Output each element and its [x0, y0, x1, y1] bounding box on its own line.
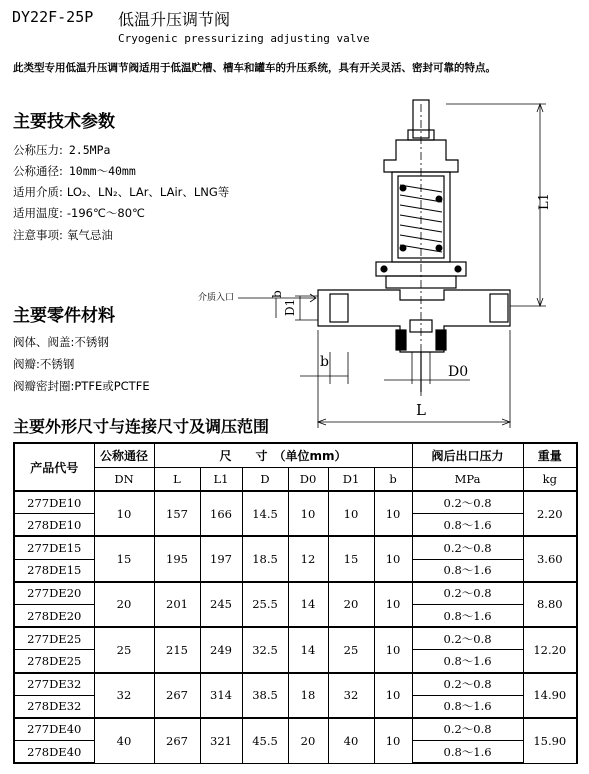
valve-body [318, 290, 510, 392]
cell-weight: 3.60 [523, 536, 577, 581]
cell-code: 277DE40 [14, 718, 94, 741]
param-value: -196℃～80℃ [66, 206, 145, 220]
inlet-label: 介质入口 [198, 293, 235, 303]
cell-pressure: 0.8～1.6 [412, 695, 523, 718]
cell-D1: 40 [328, 718, 374, 763]
part-seal [13, 378, 150, 394]
cell-code: 278DE10 [14, 514, 94, 537]
cell-code: 278DE15 [14, 559, 94, 582]
table-row [14, 536, 577, 559]
cell-D1: 15 [328, 536, 374, 581]
table-row [14, 491, 577, 514]
part-label: 阀瓣: [13, 357, 40, 371]
cell-D: 14.5 [242, 491, 288, 536]
cell-L: 267 [154, 673, 200, 718]
table-row [14, 718, 577, 741]
parts-heading: 主要零件材料 [13, 306, 115, 326]
cell-b: 10 [374, 718, 412, 763]
param-temperature [13, 205, 145, 221]
param-value: LO₂、LN₂、LAr、LAir、LNG等 [66, 185, 230, 199]
header-code: 产品代号 [14, 443, 94, 491]
cell-weight: 12.20 [523, 627, 577, 672]
model-code: DY22F-25P [12, 8, 94, 26]
spec-table [13, 442, 578, 764]
cell-DN: 32 [94, 673, 154, 718]
part-value: PTFE或PCTFE [74, 379, 150, 393]
cell-L1: 166 [200, 491, 242, 536]
cell-b: 10 [374, 673, 412, 718]
param-label: 适用介质: [13, 185, 63, 199]
cell-pressure: 0.8～1.6 [412, 741, 523, 764]
header-kg: kg [523, 467, 577, 491]
table-row [14, 627, 577, 650]
header-dn-cn: 公称通径 [94, 443, 154, 467]
part-value: 不锈钢 [74, 335, 109, 349]
cell-b: 10 [374, 536, 412, 581]
dim-L1-label: L1 [537, 193, 552, 210]
part-disc [13, 356, 74, 372]
cell-weight: 8.80 [523, 582, 577, 627]
cell-D0: 12 [288, 536, 328, 581]
table-row [14, 582, 577, 605]
cell-L: 267 [154, 718, 200, 763]
cell-code: 277DE20 [14, 582, 94, 605]
cell-D0: 20 [288, 718, 328, 763]
cell-pressure: 0.2～0.8 [412, 718, 523, 741]
dim-D1-label: D1 [283, 298, 297, 316]
cell-pressure: 0.2～0.8 [412, 536, 523, 559]
header-b: b [374, 467, 412, 491]
cell-code: 278DE20 [14, 604, 94, 627]
cell-L1: 321 [200, 718, 242, 763]
table-heading: 主要外形尺寸与连接尺寸及调压范围 [13, 417, 270, 436]
part-value: 不锈钢 [39, 357, 75, 371]
header-D: D [242, 467, 288, 491]
param-notice [13, 227, 113, 243]
cell-pressure: 0.2～0.8 [412, 582, 523, 605]
cell-D1: 20 [328, 582, 374, 627]
cell-D1: 10 [328, 491, 374, 536]
cell-D1: 25 [328, 627, 374, 672]
title-chinese: 低温升压调节阀 [118, 10, 231, 29]
cell-pressure: 0.2～0.8 [412, 673, 523, 696]
cell-L1: 314 [200, 673, 242, 718]
cell-code: 278DE40 [14, 741, 94, 764]
param-pressure [13, 142, 110, 158]
param-value: 10mm～40mm [68, 164, 136, 178]
part-label: 阀体、阀盖: [13, 335, 75, 349]
cell-pressure: 0.8～1.6 [412, 650, 523, 673]
cell-code: 277DE15 [14, 536, 94, 559]
params-heading: 主要技术参数 [13, 112, 115, 132]
cell-DN: 40 [94, 718, 154, 763]
description: 此类型专用低温升压调节阀适用于低温贮槽、槽车和罐车的升压系统，具有开关灵活、密封可靠的特点。 [13, 62, 496, 74]
part-body [13, 334, 109, 350]
cell-L: 215 [154, 627, 200, 672]
cell-L1: 245 [200, 582, 242, 627]
cell-b: 10 [374, 582, 412, 627]
cell-b: 10 [374, 491, 412, 536]
dim-b-bottom-label: b [320, 354, 329, 370]
table-row [14, 673, 577, 696]
cell-D: 18.5 [242, 536, 288, 581]
cell-DN: 20 [94, 582, 154, 627]
header-L1: L1 [200, 467, 242, 491]
param-label: 公称通径: [13, 164, 63, 178]
param-label: 公称压力: [13, 143, 63, 157]
header-D0: D0 [288, 467, 328, 491]
header-size: 尺 寸 （单位mm） [154, 443, 412, 467]
cell-code: 277DE25 [14, 627, 94, 650]
header-weight: 重量 [523, 443, 577, 467]
cell-D0: 10 [288, 491, 328, 536]
cell-L1: 249 [200, 627, 242, 672]
cell-DN: 15 [94, 536, 154, 581]
cell-code: 278DE32 [14, 695, 94, 718]
cell-L: 157 [154, 491, 200, 536]
cell-L: 201 [154, 582, 200, 627]
dim-L-label: L [416, 401, 426, 419]
dim-b-top-label: b [270, 290, 284, 298]
title-english: Cryogenic pressurizing adjusting valve [118, 32, 370, 45]
param-label: 适用温度: [13, 206, 63, 220]
cell-D1: 32 [328, 673, 374, 718]
cell-D: 25.5 [242, 582, 288, 627]
dim-D0-label: D0 [448, 364, 469, 380]
header-L: L [154, 467, 200, 491]
cell-L1: 197 [200, 536, 242, 581]
cell-weight: 15.90 [523, 718, 577, 763]
cell-D: 45.5 [242, 718, 288, 763]
cell-pressure: 0.8～1.6 [412, 559, 523, 582]
cell-DN: 10 [94, 491, 154, 536]
cell-pressure: 0.8～1.6 [412, 604, 523, 627]
cell-pressure: 0.8～1.6 [412, 514, 523, 537]
cell-D0: 14 [288, 627, 328, 672]
cell-weight: 2.20 [523, 491, 577, 536]
param-value: 2.5MPa [68, 143, 111, 157]
cell-code: 277DE32 [14, 673, 94, 696]
cell-pressure: 0.2～0.8 [412, 627, 523, 650]
part-label: 阀瓣密封圈: [13, 379, 75, 393]
cell-D: 38.5 [242, 673, 288, 718]
cell-code: 278DE25 [14, 650, 94, 673]
header-mpa: MPa [412, 467, 523, 491]
cell-weight: 14.90 [523, 673, 577, 718]
header-dn: DN [94, 467, 154, 491]
cell-DN: 25 [94, 627, 154, 672]
header-D1: D1 [328, 467, 374, 491]
param-label: 注意事项: [13, 228, 63, 242]
header-pressure: 阀后出口压力 [412, 443, 523, 467]
valve-drawing [190, 94, 550, 434]
cell-D0: 14 [288, 582, 328, 627]
cell-pressure: 0.2～0.8 [412, 491, 523, 514]
cell-D: 32.5 [242, 627, 288, 672]
cell-D0: 18 [288, 673, 328, 718]
dimension-lines [238, 104, 546, 428]
param-diameter [13, 163, 136, 179]
cell-code: 277DE10 [14, 491, 94, 514]
param-value: 氧气忌油 [66, 228, 113, 242]
cell-b: 10 [374, 627, 412, 672]
cell-L: 195 [154, 536, 200, 581]
